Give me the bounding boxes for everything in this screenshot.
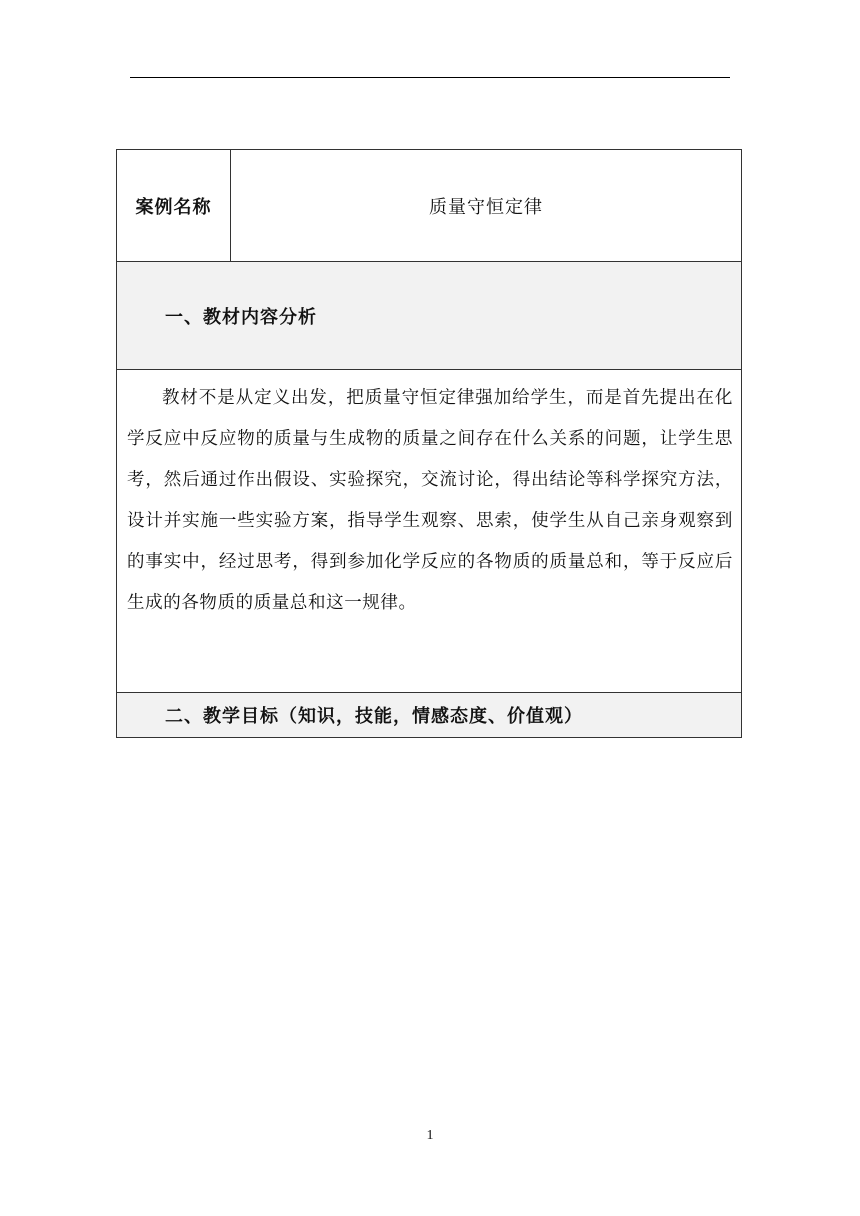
section-2-heading-row <box>117 693 742 738</box>
section-1-heading: 一、教材内容分析 <box>117 262 742 370</box>
section-1-body-row <box>117 370 742 693</box>
section-2-heading: 二、教学目标（知识，技能，情感态度、价值观） <box>117 693 742 738</box>
page-number: 1 <box>426 1128 434 1143</box>
case-table <box>116 149 742 738</box>
header-rule <box>130 77 730 78</box>
section-1-heading-row <box>117 262 742 370</box>
section-1-body-text: 教材不是从定义出发，把质量守恒定律强加给学生，而是首先提出在化学反应中反应物的质量与生成物的质量之间存在什么关系的问题，让学生思考，然后通过作出假设、实验探究，交流讨论，得出结论等科学探究方法，设计并实施一些实验方案，指导学生观察、思索，使学生从自己亲身观察到的事实中，经过思考，得到参加化学反应的各物质的质量总和，等于反应后生成的各物质的质量总和这一规律。 <box>127 388 733 613</box>
case-name-row <box>117 150 742 262</box>
case-name-label: 案例名称 <box>117 150 231 262</box>
case-name-value: 质量守恒定律 <box>231 150 742 262</box>
section-1-body-cell <box>117 370 742 693</box>
